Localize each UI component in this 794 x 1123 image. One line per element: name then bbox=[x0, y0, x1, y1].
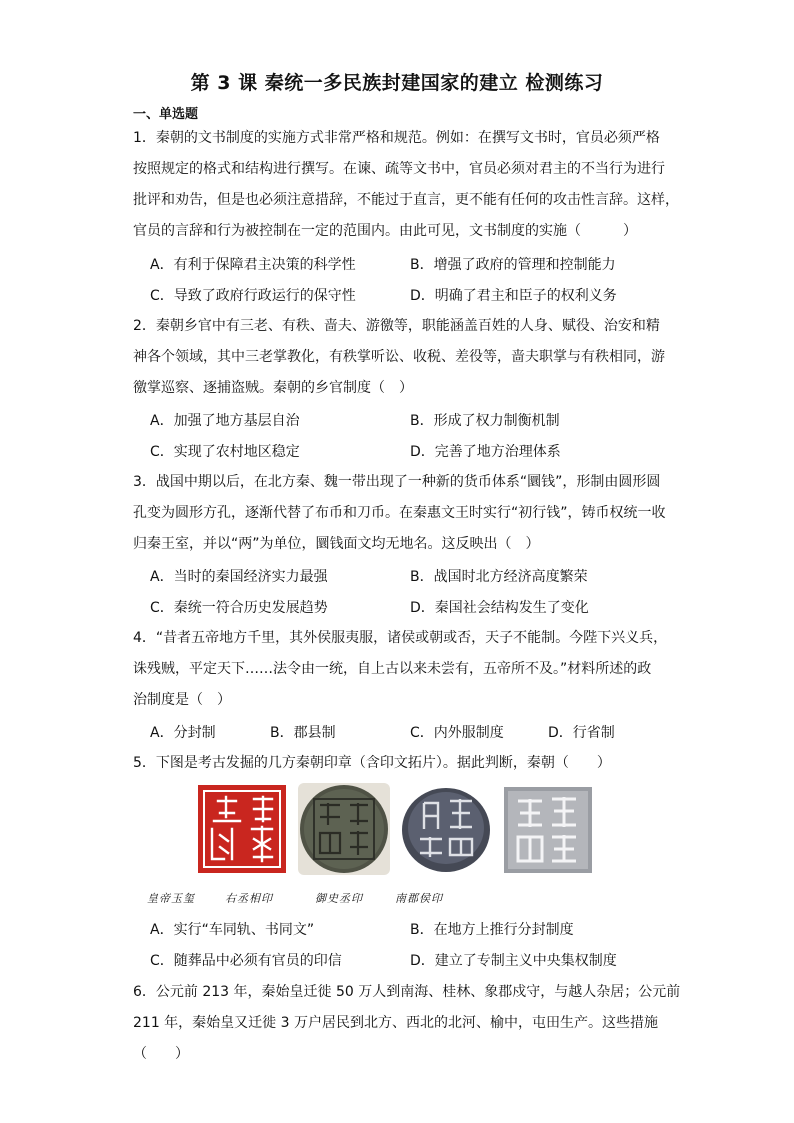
seal-caption-3: 御史丞印 bbox=[315, 892, 363, 905]
question-2-option-d[interactable]: D．完善了地方治理体系 bbox=[410, 444, 561, 460]
question-2-option-a[interactable]: A．加强了地方基层自治 bbox=[150, 413, 300, 429]
seal-censor-image bbox=[400, 783, 492, 875]
question-5-option-a[interactable]: A．实行“车同轨、书同文” bbox=[150, 922, 315, 938]
question-2-stem bbox=[133, 311, 663, 404]
question-4-line: 诛残贼，平定天下……法令由一统，自上古以来未尝有，五帝所不及。”材料所述的政 bbox=[133, 661, 652, 677]
question-4-line: 4．“昔者五帝地方千里，其外侯服夷服，诸侯或朝或否，天子不能制。今陛下兴义兵， bbox=[133, 630, 668, 646]
question-6-line: 211 年，秦始皇又迁徙 3 万户居民到北方、西北的北河、榆中，屯田生产。这些措施 bbox=[133, 1015, 658, 1031]
question-5-option-b[interactable]: B．在地方上推行分封制度 bbox=[410, 922, 574, 938]
question-3-line: 孔变为圆形方孔，逐渐代替了布币和刀币。在秦惠文王时实行“初行钱”，铸币权统一收 bbox=[133, 505, 666, 521]
question-1-option-c[interactable]: C．导致了政府行政运行的保守性 bbox=[150, 288, 356, 304]
question-3-line: 归秦王室，并以“两”为单位，圜钱面文均无地名。这反映出（ ） bbox=[133, 536, 540, 552]
seal-right-chancellor-image bbox=[298, 783, 390, 875]
seal-right-chancellor-graphic bbox=[298, 783, 390, 875]
question-4-option-c[interactable]: C．内外服制度 bbox=[410, 725, 504, 741]
question-2-option-b[interactable]: B．形成了权力制衡机制 bbox=[410, 413, 560, 429]
question-1-line: 批评和劝告，但是也必须注意措辞，不能过于直言，更不能有任何的攻击性言辞。这样， bbox=[133, 192, 679, 208]
question-3-stem bbox=[133, 467, 666, 560]
seal-caption-2: 右丞相印 bbox=[225, 892, 273, 905]
question-3-option-c[interactable]: C．秦统一符合历史发展趋势 bbox=[150, 600, 328, 616]
question-1-line: 1．秦朝的文书制度的实施方式非常严格和规范。例如：在撰写文书时，官员必须严格 bbox=[133, 130, 660, 146]
question-3-option-a[interactable]: A．当时的秦国经济实力最强 bbox=[150, 569, 328, 585]
question-1-stem bbox=[133, 123, 679, 247]
seal-emperor-image bbox=[196, 783, 288, 875]
question-4-option-b[interactable]: B．郡县制 bbox=[270, 725, 336, 741]
question-5-option-c[interactable]: C．随葬品中必须有官员的印信 bbox=[150, 953, 342, 969]
seal-nanjun-graphic bbox=[502, 783, 594, 875]
question-6-line: 6．公元前 213 年，秦始皇迁徙 50 万人到南海、桂林、象郡戍守，与越人杂居；公元前 bbox=[133, 984, 681, 1000]
question-3-option-b[interactable]: B．战国时北方经济高度繁荣 bbox=[410, 569, 588, 585]
question-3-line: 3．战国中期以后，在北方秦、魏一带出现了一种新的货币体系“圜钱”，形制由圆形圆 bbox=[133, 474, 661, 490]
question-4-option-a[interactable]: A．分封制 bbox=[150, 725, 216, 741]
question-1-line: 按照规定的格式和结构进行撰写。在谏、疏等文书中，官员必须对君主的不当行为进行 bbox=[133, 161, 665, 177]
question-4-option-d[interactable]: D．行省制 bbox=[548, 725, 615, 741]
question-2-option-c[interactable]: C．实现了农村地区稳定 bbox=[150, 444, 300, 460]
question-6-line: （ ） bbox=[133, 1046, 189, 1062]
section-heading: 一、单选题 bbox=[133, 107, 199, 122]
question-2-line: 徼掌巡察、逐捕盗贼。秦朝的乡官制度（ ） bbox=[133, 380, 413, 396]
question-1-option-b[interactable]: B．增强了政府的管理和控制能力 bbox=[410, 257, 616, 273]
seal-emperor-graphic bbox=[196, 783, 288, 875]
question-5-line: 5．下图是考古发掘的几方秦朝印章（含印文拓片）。据此判断，秦朝（ ） bbox=[133, 755, 611, 771]
seal-caption-1: 皇帝玉玺 bbox=[147, 892, 195, 905]
question-1-option-a[interactable]: A．有利于保障君主决策的科学性 bbox=[150, 257, 356, 273]
question-1-option-d[interactable]: D．明确了君主和臣子的权利义务 bbox=[410, 288, 617, 304]
seal-censor-graphic bbox=[400, 783, 492, 875]
page-title: 第 3 课 秦统一多民族封建国家的建立 检测练习 bbox=[190, 72, 604, 94]
question-5-option-d[interactable]: D．建立了专制主义中央集权制度 bbox=[410, 953, 617, 969]
question-1-line: 官员的言辞和行为被控制在一定的范围内。由此可见，文书制度的实施（ ） bbox=[133, 223, 637, 239]
question-4-line: 治制度是（ ） bbox=[133, 692, 231, 708]
question-6-stem bbox=[133, 977, 681, 1070]
question-4-stem bbox=[133, 623, 668, 716]
question-3-option-d[interactable]: D．秦国社会结构发生了变化 bbox=[410, 600, 589, 616]
seal-caption-4: 南郡侯印 bbox=[395, 892, 443, 905]
question-2-line: 2．秦朝乡官中有三老、有秩、啬夫、游徼等，职能涵盖百姓的人身、赋役、治安和精 bbox=[133, 318, 660, 334]
seal-nanjun-image bbox=[502, 783, 594, 875]
question-5-stem bbox=[133, 748, 663, 779]
question-2-line: 神各个领域，其中三老掌教化，有秩掌听讼、收税、差役等，啬夫职掌与有秩相同，游 bbox=[133, 349, 665, 365]
